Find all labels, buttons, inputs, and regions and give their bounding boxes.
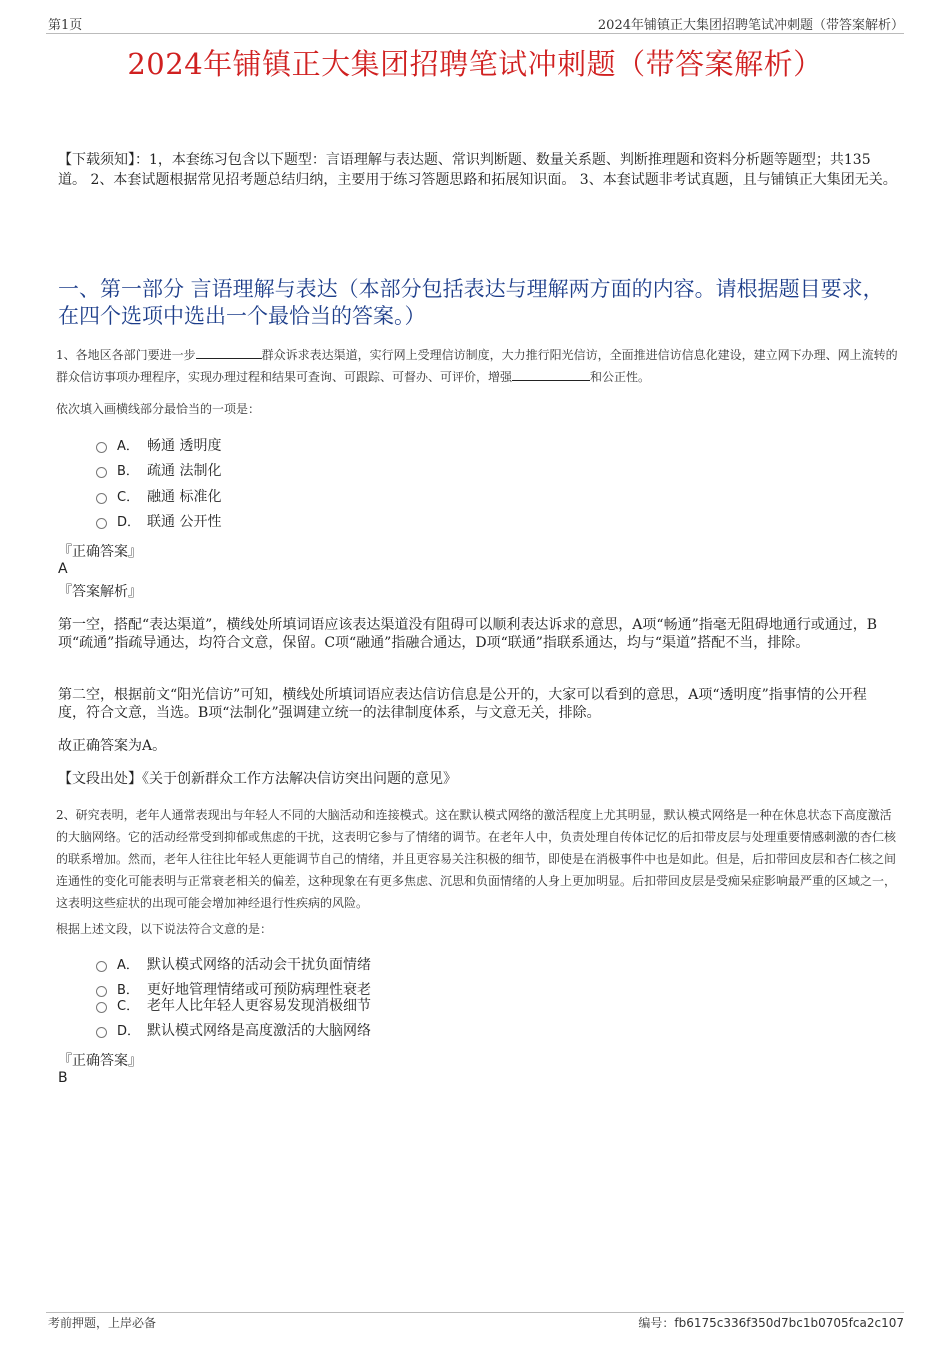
document-title: 2024年铺镇正大集团招聘笔试冲刺题（带答案解析） bbox=[127, 47, 823, 81]
radio-icon[interactable] bbox=[96, 961, 107, 972]
footer-code bbox=[638, 1314, 904, 1331]
header-divider bbox=[46, 33, 904, 34]
question-1-stem bbox=[56, 344, 898, 388]
question-1-analysis-label: 『答案解析』 bbox=[58, 584, 142, 600]
question-1-analysis-1: 第一空，搭配“表达渠道”，横线处所填词语应该表达渠道没有阻碍可以顺利表达诉求的意思，A项“畅通”指毫无阻碍地通行或通过，B项“疏通”指疏导通达，均符合文意，保留。C项“融通”指融合通达，D项“联通”指联系通达，均与“渠道”搭配不当，排除。 bbox=[58, 617, 878, 651]
question-1-prompt: 依次填入画横线部分最恰当的一项是： bbox=[56, 402, 261, 416]
question-2-answer-label: 『正确答案』 bbox=[58, 1053, 142, 1069]
question-1-analysis-2: 第二空，根据前文“阳光信访”可知，横线处所填词语应表达信访信息是公开的，大家可以看到的意思，A项“透明度”指事情的公开程度，符合文意，当选。B项“法制化”强调建立统一的法律制度体系，与文意无关，排除。 bbox=[58, 687, 867, 721]
question-1-answer: A bbox=[58, 561, 68, 577]
question-1-text-c: 和公正性。 bbox=[590, 370, 651, 384]
question-2-option-a[interactable]: A． 默认模式网络的活动会干扰负面情绪 bbox=[96, 955, 371, 975]
radio-icon[interactable] bbox=[96, 442, 107, 453]
radio-icon[interactable] bbox=[96, 518, 107, 529]
question-2-option-d[interactable]: D． 默认模式网络是高度激活的大脑网络 bbox=[96, 1021, 371, 1041]
footer-slogan: 考前押题，上岸必备 bbox=[48, 1316, 157, 1330]
page-number: 第1页 bbox=[48, 18, 83, 33]
question-1-text-a: 1、各地区各部门要进一步 bbox=[56, 348, 196, 362]
section-heading: 一、第一部分 言语理解与表达（本部分包括表达与理解两方面的内容。请根据题目要求，在四个选项中选出一个最恰当的答案。） bbox=[58, 277, 884, 328]
radio-icon[interactable] bbox=[96, 1027, 107, 1038]
running-header-title: 2024年铺镇正大集团招聘笔试冲刺题（带答案解析） bbox=[597, 18, 904, 33]
question-2-stem: 2、研究表明，老年人通常表现出与年轻人不同的大脑活动和连接模式。这在默认模式网络的激活程度上尤其明显，默认模式网络是一种在休息状态下高度激活的大脑网络。它的活动经常受到抑郁或焦虑的干扰，这表明它参与了情绪的调节。在老年人中，负责处理自传体记忆的后扣带皮层与处理重要情感刺激的杏仁核的联系增加。然而，老年人往往比年轻人更能调节自己的情绪，并且更容易关注积极的细节，即使是在消极事件中也是如此。但是，后扣带回皮层和杏仁核之间连通性的变化可能表明与正常衰老相关的偏差，这种现象在有更多焦虑、沉思和负面情绪的人身上更加明显。后扣带回皮层是受痴呆症影响最严重的区域之一，这表明这些症状的出现可能会增加神经退行性疾病的风险。 bbox=[56, 808, 897, 910]
footer-divider bbox=[46, 1312, 904, 1313]
radio-icon[interactable] bbox=[96, 467, 107, 478]
question-1-option-c[interactable]: C． 融通 标准化 bbox=[96, 487, 221, 507]
question-2-option-c[interactable]: C． 老年人比年轻人更容易发现消极细节 bbox=[96, 996, 371, 1016]
question-1-option-b[interactable]: B． 疏通 法制化 bbox=[96, 461, 221, 481]
question-1-analysis-3: 故正确答案为A。 bbox=[58, 738, 167, 754]
question-2-answer: B bbox=[58, 1070, 68, 1086]
radio-icon[interactable] bbox=[96, 1002, 107, 1013]
fill-blank-1 bbox=[196, 346, 262, 359]
fill-blank-2 bbox=[512, 368, 590, 381]
question-1-option-d[interactable]: D． 联通 公开性 bbox=[96, 512, 221, 532]
download-notice: 【下载须知】：1，本套练习包含以下题型：言语理解与表达题、常识判断题、数量关系题、判断推理题和资料分析题等题型；共135道。 2、本套试题根据常见招考题总结归纳，主要用于练习答题思路和拓展知识面。 3、本套试题非考试真题，且与铺镇正大集团无关。 bbox=[58, 152, 897, 188]
radio-icon[interactable] bbox=[96, 493, 107, 504]
question-2-option-b[interactable]: B． 更好地管理情绪或可预防病理性衰老 bbox=[96, 980, 371, 1000]
footer-code-label: 编号： bbox=[638, 1316, 675, 1330]
question-1-answer-label: 『正确答案』 bbox=[58, 544, 142, 560]
question-2-prompt: 根据上述文段，以下说法符合文意的是： bbox=[56, 922, 273, 936]
question-1-source: 【文段出处】《关于创新群众工作方法解决信访突出问题的意见》 bbox=[58, 771, 457, 787]
question-1-text-b: 群众诉求表达渠道，实行网上受理信访制度，大力推行阳光信访，全面推进信访信息化建设，建立网下办理、网上流转的群众信访事项办理程序，实现办理过程和结果可查询、可跟踪、可督办、可评价，增强 bbox=[56, 348, 898, 384]
footer-code-value: fb6175c336f350d7bc1b0705fca2c107 bbox=[674, 1316, 904, 1330]
question-1-option-a[interactable]: A． 畅通 透明度 bbox=[96, 436, 221, 456]
